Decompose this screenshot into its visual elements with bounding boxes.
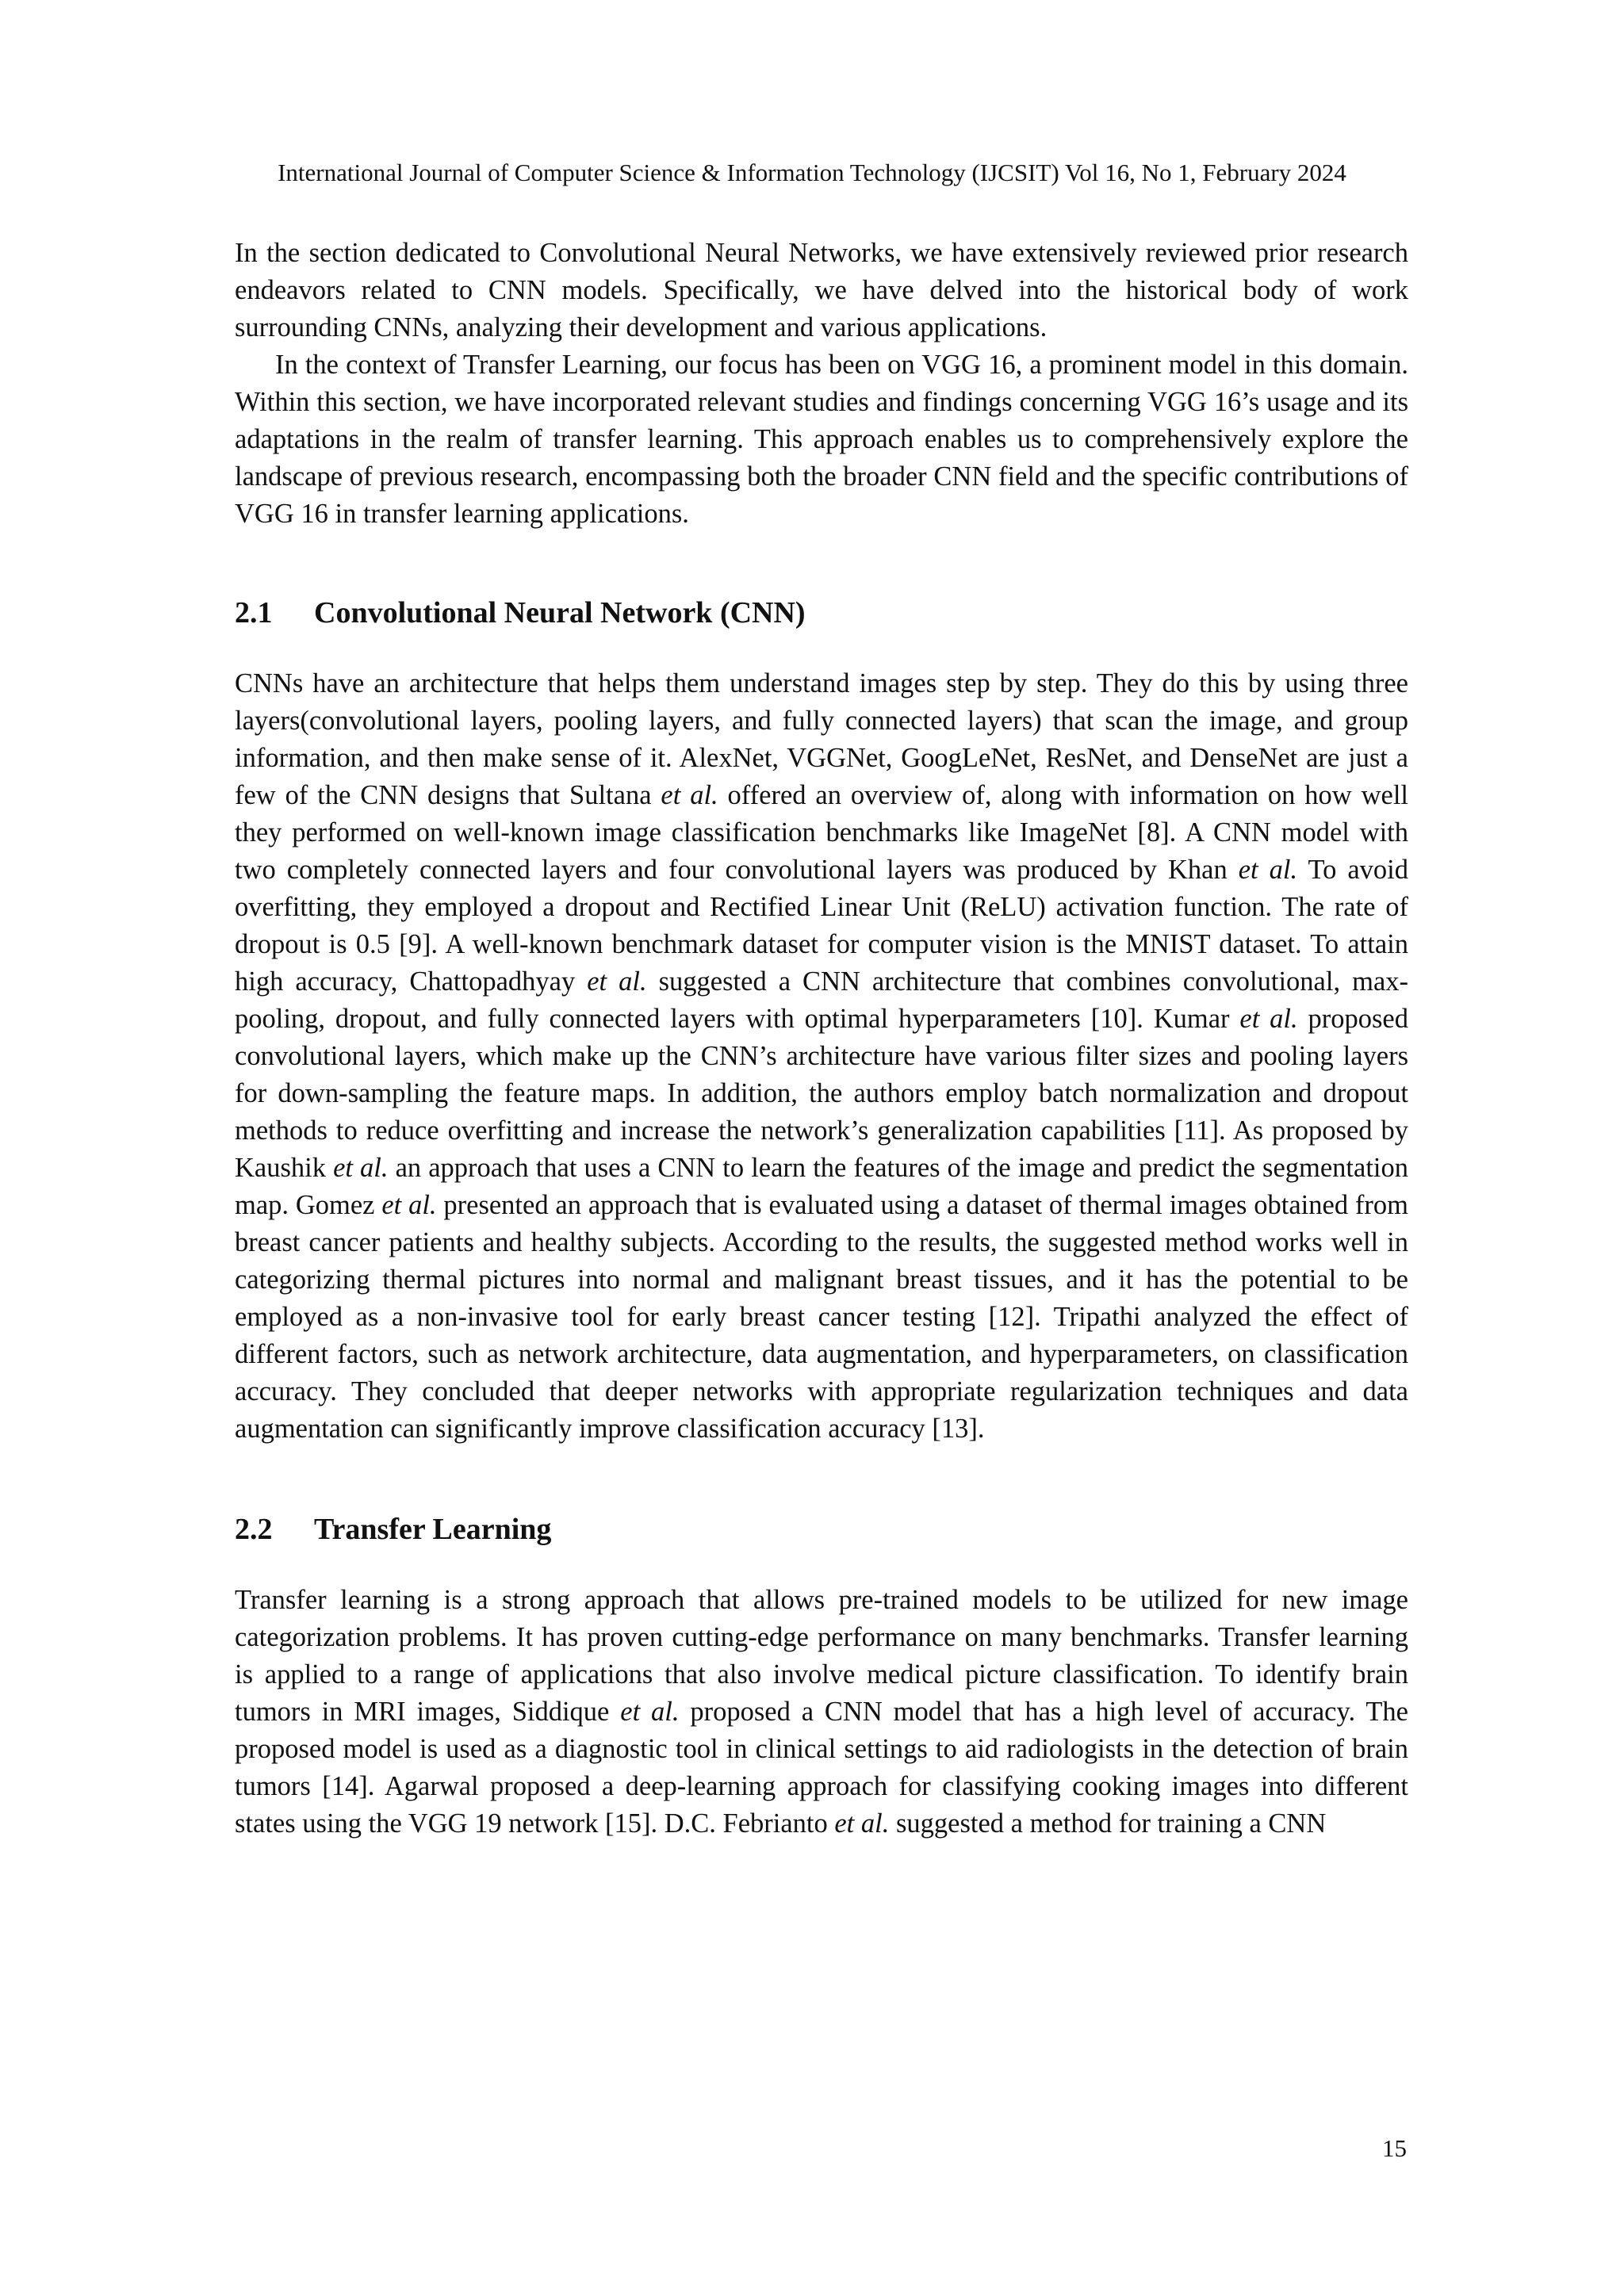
transfer-learning-paragraph [235,1582,1408,1843]
text-segment: Transfer learning is a strong approach that allows pre-trained models to be utilized for new image categorization problems. It has proven cutting-edge performance on many benchmarks. Transfer learning is applied to a range of applications that also involve medical picture classification. To identify brain tumors in MRI images, Siddique [235,1585,1408,1727]
citation-etal: et al. [661,780,718,810]
citation-etal: et al. [1239,1004,1298,1034]
text-segment: an approach that uses a CNN to learn the features of the image and predict the segmentation map. Gomez [235,1153,1408,1220]
text-segment: proposed a CNN model that has a high level of accuracy. The proposed model is used as a diagnostic tool in clinical settings to aid radiologists in the detection of brain tumors [14]. Agarwal proposed a deep-learning approach for classifying cooking images into different states using the VGG 19 network [15]. D.C. Febrianto [235,1697,1408,1839]
citation-etal: et al. [620,1697,680,1727]
cnn-paragraph [235,665,1408,1448]
section-number: 2.2 [235,1513,273,1546]
intro-paragraph-1: In the section dedicated to Convolutional Neural Networks, we have extensively reviewed prior research endeavors related to CNN models. Specifically, we have delved into the historical body of work surrounding CNNs, analyzing their development and various applications. [235,238,1408,342]
text-segment: offered an overview of, along with information on how well they performed on well-known image classification benchmarks like ImageNet [8]. A CNN model with two completely connected layers and four convolutional layers was produced by Khan [235,780,1408,885]
citation-etal: et al. [333,1153,389,1183]
section-title: Transfer Learning [314,1513,552,1546]
text-segment: presented an approach that is evaluated using a dataset of thermal images obtained from breast cancer patients and healthy subjects. According to the results, the suggested method works well in categorizing thermal pictures into normal and malignant breast tissues, and it has the potential to be employed as a non-invasive tool for early breast cancer testing [12]. Tripathi analyzed the effect of different factors, such as network architecture, data augmentation, and hyperparameters, on classification accuracy. They concluded that deeper networks with appropriate regularization techniques and data augmentation can significantly improve classification accuracy [13]. [235,1190,1408,1444]
citation-etal: et al. [381,1190,437,1220]
citation-etal: et al. [834,1808,890,1839]
citation-etal: et al. [587,966,647,997]
main-content [235,235,1408,1843]
section-number: 2.1 [235,596,273,629]
text-segment: proposed convolutional layers, which make up the CNN’s architecture have various filter sizes and pooling layers for down-sampling the feature maps. In addition, the authors employ batch normalization and dropout methods to reduce overfitting and increase the network’s generalization capabilities [11]. As proposed by Kaushik [235,1004,1408,1183]
section-heading-2-2 [235,1511,1408,1548]
running-header: International Journal of Computer Science & Information Technology (IJCSIT) Vol 16, No 1, February 2024 [278,159,1346,186]
page-number: 15 [1382,2134,1407,2162]
text-segment: CNNs have an architecture that helps them understand images step by step. They do this by using three layers(convolutional layers, pooling layers, and fully connected layers) that scan the image, and group information, and then make sense of it. AlexNet, VGGNet, GoogLeNet, ResNet, and DenseNet are just a few of the CNN designs that Sultana [235,668,1408,810]
text-segment: suggested a CNN architecture that combines convolutional, max-pooling, dropout, and fully connected layers with optimal hyperparameters [10]. Kumar [235,966,1408,1034]
section-title: Convolutional Neural Network (CNN) [314,596,806,629]
section-heading-2-1 [235,595,1408,632]
text-segment: suggested a method for training a CNN [889,1808,1327,1839]
citation-etal: et al. [1238,855,1298,885]
text-segment: To avoid overfitting, they employed a dropout and Rectified Linear Unit (ReLU) activation function. The rate of dropout is 0.5 [9]. A well-known benchmark dataset for computer vision is the MNIST dataset. To attain high accuracy, Chattopadhyay [235,855,1408,997]
intro-paragraph-2: In the context of Transfer Learning, our focus has been on VGG 16, a prominent model in this domain. Within this section, we have incorporated relevant studies and findings concerning VGG 16’s usage and its adaptations in the realm of transfer learning. This approach enables us to comprehensively explore the landscape of previous research, encompassing both the broader CNN field and the specific contributions of VGG 16 in transfer learning applications. [235,350,1408,529]
